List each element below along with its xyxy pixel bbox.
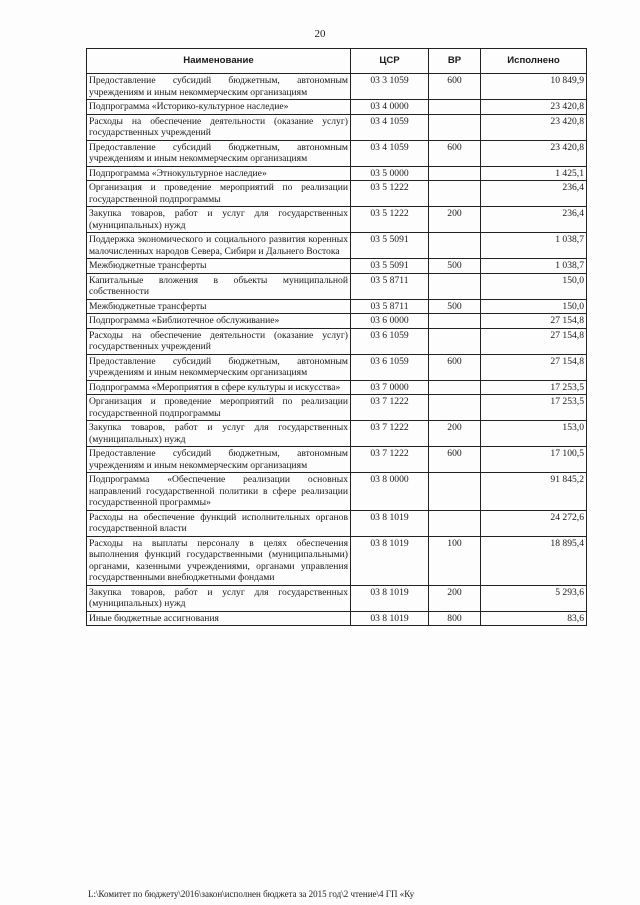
row-vr-code: 600	[429, 140, 481, 166]
row-name: Предоставление субсидий бюджетным, автономным учреждениям и иным некоммерческим организациям	[87, 140, 351, 166]
row-name: Иные бюджетные ассигнования	[87, 611, 351, 626]
row-vr-code	[429, 273, 481, 299]
row-executed-amount: 1 425,1	[481, 166, 587, 181]
table-row	[87, 74, 587, 100]
row-name: Капитальные вложения в объекты муниципальной собственности	[87, 273, 351, 299]
row-csr-code: 03 5 0000	[351, 166, 429, 181]
row-executed-amount: 83,6	[481, 611, 587, 626]
row-csr-code: 03 8 1019	[351, 585, 429, 611]
table-row	[87, 181, 587, 207]
row-name: Подпрограмма «Обеспечение реализации основных направлений государственной политики в сфере реализации государственной программы»	[87, 473, 351, 511]
row-csr-code: 03 7 1222	[351, 395, 429, 421]
row-csr-code: 03 5 1222	[351, 207, 429, 233]
row-name: Расходы на обеспечение функций исполнительных органов государственной власти	[87, 510, 351, 536]
row-csr-code: 03 5 5091	[351, 259, 429, 274]
row-name: Организация и проведение мероприятий по реализации государственной подпрограммы	[87, 181, 351, 207]
row-name: Межбюджетные трансферты	[87, 299, 351, 314]
row-executed-amount: 10 849,9	[481, 74, 587, 100]
table-body	[87, 74, 587, 626]
row-name: Предоставление субсидий бюджетным, автономным учреждениям и иным некоммерческим организациям	[87, 74, 351, 100]
row-vr-code	[429, 314, 481, 329]
row-executed-amount: 1 038,7	[481, 233, 587, 259]
row-csr-code: 03 8 1019	[351, 536, 429, 585]
table-row	[87, 447, 587, 473]
row-csr-code: 03 4 1059	[351, 140, 429, 166]
row-vr-code: 200	[429, 207, 481, 233]
row-vr-code	[429, 395, 481, 421]
row-csr-code: 03 4 0000	[351, 100, 429, 115]
row-csr-code: 03 5 8711	[351, 273, 429, 299]
table-row	[87, 114, 587, 140]
page-number: 20	[314, 28, 326, 40]
row-name: Предоставление субсидий бюджетным, автономным учреждениям и иным некоммерческим организациям	[87, 447, 351, 473]
table-row	[87, 273, 587, 299]
row-name: Поддержка экономического и социального развития коренных малочисленных народов Севера, Сибири и Дальнего Востока	[87, 233, 351, 259]
row-executed-amount: 91 845,2	[481, 473, 587, 511]
row-name: Закупка товаров, работ и услуг для государственных (муниципальных) нужд	[87, 585, 351, 611]
table-row	[87, 314, 587, 329]
row-name: Подпрограмма «Мероприятия в сфере культуры и искусства»	[87, 380, 351, 395]
row-vr-code	[429, 166, 481, 181]
row-executed-amount: 23 420,8	[481, 140, 587, 166]
row-csr-code: 03 7 0000	[351, 380, 429, 395]
table-row	[87, 259, 587, 274]
row-name: Расходы на обеспечение деятельности (оказание услуг) государственных учреждений	[87, 114, 351, 140]
header-name: Наименование	[87, 49, 351, 74]
row-name: Межбюджетные трансферты	[87, 259, 351, 274]
table-row	[87, 233, 587, 259]
row-executed-amount: 150,0	[481, 299, 587, 314]
row-name: Расходы на выплаты персоналу в целях обеспечения выполнения функций государственными (муниципальными) органами, казенными учреждениями, органами управления государственными внебюджетными фондами	[87, 536, 351, 585]
row-executed-amount: 17 253,5	[481, 395, 587, 421]
row-vr-code	[429, 114, 481, 140]
row-vr-code	[429, 100, 481, 115]
table-row	[87, 473, 587, 511]
row-executed-amount: 17 100,5	[481, 447, 587, 473]
row-executed-amount: 23 420,8	[481, 100, 587, 115]
row-executed-amount: 27 154,8	[481, 354, 587, 380]
table-row	[87, 354, 587, 380]
row-vr-code: 500	[429, 299, 481, 314]
row-name: Подпрограмма «Историко-культурное наследие»	[87, 100, 351, 115]
table-row	[87, 395, 587, 421]
row-executed-amount: 150,0	[481, 273, 587, 299]
row-executed-amount: 17 253,5	[481, 380, 587, 395]
row-vr-code: 200	[429, 421, 481, 447]
row-executed-amount: 1 038,7	[481, 259, 587, 274]
row-executed-amount: 236,4	[481, 207, 587, 233]
row-vr-code: 600	[429, 354, 481, 380]
row-executed-amount: 18 895,4	[481, 536, 587, 585]
table-row	[87, 140, 587, 166]
row-csr-code: 03 6 0000	[351, 314, 429, 329]
table-row	[87, 328, 587, 354]
row-csr-code: 03 6 1059	[351, 354, 429, 380]
row-vr-code: 100	[429, 536, 481, 585]
table-row	[87, 421, 587, 447]
row-executed-amount: 5 293,6	[481, 585, 587, 611]
table-row	[87, 299, 587, 314]
row-name: Подпрограмма «Библиотечное обслуживание»	[87, 314, 351, 329]
row-csr-code: 03 3 1059	[351, 74, 429, 100]
header-csr: ЦСР	[351, 49, 429, 74]
table-row	[87, 100, 587, 115]
table-header-row	[87, 49, 587, 74]
row-name: Закупка товаров, работ и услуг для государственных (муниципальных) нужд	[87, 421, 351, 447]
row-vr-code	[429, 510, 481, 536]
header-vr: ВР	[429, 49, 481, 74]
row-name: Расходы на обеспечение деятельности (оказание услуг) государственных учреждений	[87, 328, 351, 354]
row-vr-code: 600	[429, 447, 481, 473]
row-vr-code	[429, 328, 481, 354]
row-csr-code: 03 5 5091	[351, 233, 429, 259]
row-csr-code: 03 8 0000	[351, 473, 429, 511]
row-name: Закупка товаров, работ и услуг для государственных (муниципальных) нужд	[87, 207, 351, 233]
row-vr-code: 500	[429, 259, 481, 274]
row-csr-code: 03 4 1059	[351, 114, 429, 140]
table-row	[87, 207, 587, 233]
row-csr-code: 03 7 1222	[351, 421, 429, 447]
table-row	[87, 510, 587, 536]
row-name: Организация и проведение мероприятий по реализации государственной подпрограммы	[87, 395, 351, 421]
table-row	[87, 166, 587, 181]
table-row	[87, 380, 587, 395]
row-executed-amount: 27 154,8	[481, 328, 587, 354]
table-row	[87, 536, 587, 585]
row-vr-code: 600	[429, 74, 481, 100]
row-executed-amount: 153,0	[481, 421, 587, 447]
row-executed-amount: 24 272,6	[481, 510, 587, 536]
table-row	[87, 611, 587, 626]
row-name: Предоставление субсидий бюджетным, автономным учреждениям и иным некоммерческим организациям	[87, 354, 351, 380]
row-vr-code	[429, 473, 481, 511]
footer-file-path: L:\Комитет по бюджету\2016\закон\исполнен бюджета за 2015 год\2 чтение\4 ГП «Ку	[88, 889, 415, 899]
row-executed-amount: 236,4	[481, 181, 587, 207]
row-vr-code: 800	[429, 611, 481, 626]
row-executed-amount: 23 420,8	[481, 114, 587, 140]
row-vr-code	[429, 380, 481, 395]
table-row	[87, 585, 587, 611]
row-vr-code	[429, 233, 481, 259]
row-csr-code: 03 8 1019	[351, 510, 429, 536]
row-name: Подпрограмма «Этнокультурное наследие»	[87, 166, 351, 181]
row-csr-code: 03 5 8711	[351, 299, 429, 314]
row-csr-code: 03 8 1019	[351, 611, 429, 626]
row-csr-code: 03 7 1222	[351, 447, 429, 473]
header-executed: Исполнено	[481, 49, 587, 74]
row-vr-code: 200	[429, 585, 481, 611]
row-csr-code: 03 5 1222	[351, 181, 429, 207]
budget-table	[86, 48, 587, 626]
row-csr-code: 03 6 1059	[351, 328, 429, 354]
row-vr-code	[429, 181, 481, 207]
row-executed-amount: 27 154,8	[481, 314, 587, 329]
